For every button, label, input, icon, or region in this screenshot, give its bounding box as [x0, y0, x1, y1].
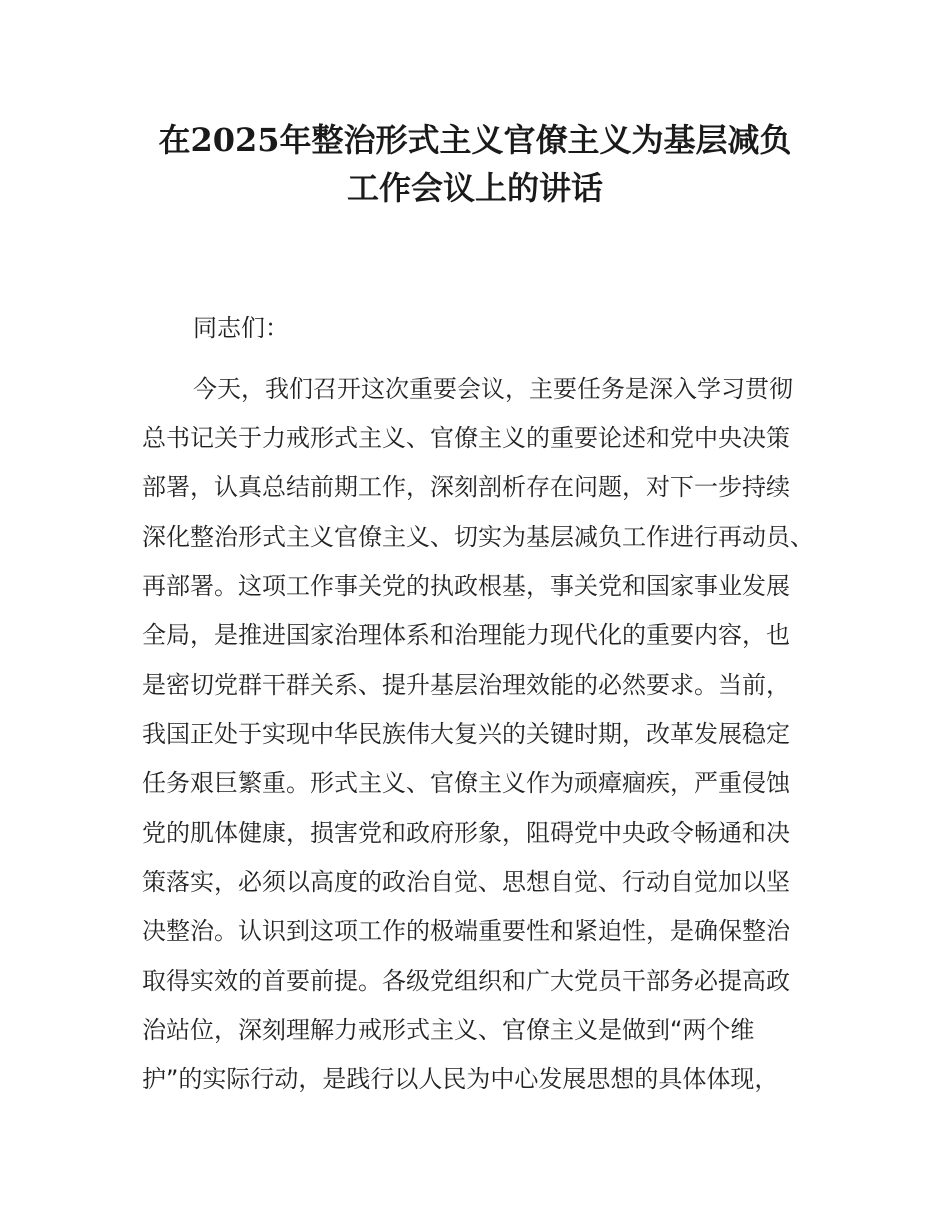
paragraph-line: 今天，我们召开这次重要会议，主要任务是深入学习贯彻	[193, 375, 793, 403]
document-title-line-1: 在2025年整治形式主义官僚主义为基层减负	[158, 121, 792, 159]
paragraph-line: 党的肌体健康，损害党和政府形象，阻碍党中央政令畅通和决	[142, 819, 790, 847]
paragraph-line: 再部署。这项工作事关党的执政根基，事关党和国家事业发展	[142, 572, 790, 600]
paragraph-line: 治站位，深刻理解力戒形式主义、官僚主义是做到“两个维	[142, 1016, 755, 1044]
paragraph-line: 全局，是推进国家治理体系和治理能力现代化的重要内容，也	[142, 621, 790, 649]
document-title-line-2: 工作会议上的讲话	[346, 169, 603, 207]
paragraph-line: 是密切党群干群关系、提升基层治理效能的必然要求。当前，	[142, 671, 790, 699]
paragraph-line: 护”的实际行动，是践行以人民为中心发展思想的具体体现，	[142, 1065, 779, 1093]
paragraph-line: 策落实，必须以高度的政治自觉、思想自觉、行动自觉加以坚	[142, 868, 790, 896]
paragraph-line: 我国正处于实现中华民族伟大复兴的关键时期，改革发展稳定	[142, 720, 790, 748]
paragraph-line: 总书记关于力戒形式主义、官僚主义的重要论述和党中央决策	[142, 424, 790, 452]
paragraph-line: 决整治。认识到这项工作的极端重要性和紧迫性，是确保整治	[142, 917, 790, 945]
greeting: 同志们：	[193, 314, 289, 342]
paragraph-line: 深化整治形式主义官僚主义、切实为基层减负工作进行再动员、	[142, 523, 814, 551]
paragraph-line: 任务艰巨繁重。形式主义、官僚主义作为顽瘴痼疾，严重侵蚀	[142, 769, 790, 797]
paragraph-line: 部署，认真总结前期工作，深刻剖析存在问题，对下一步持续	[142, 473, 790, 501]
paragraph-line: 取得实效的首要前提。各级党组织和广大党员干部务必提高政	[142, 967, 790, 995]
